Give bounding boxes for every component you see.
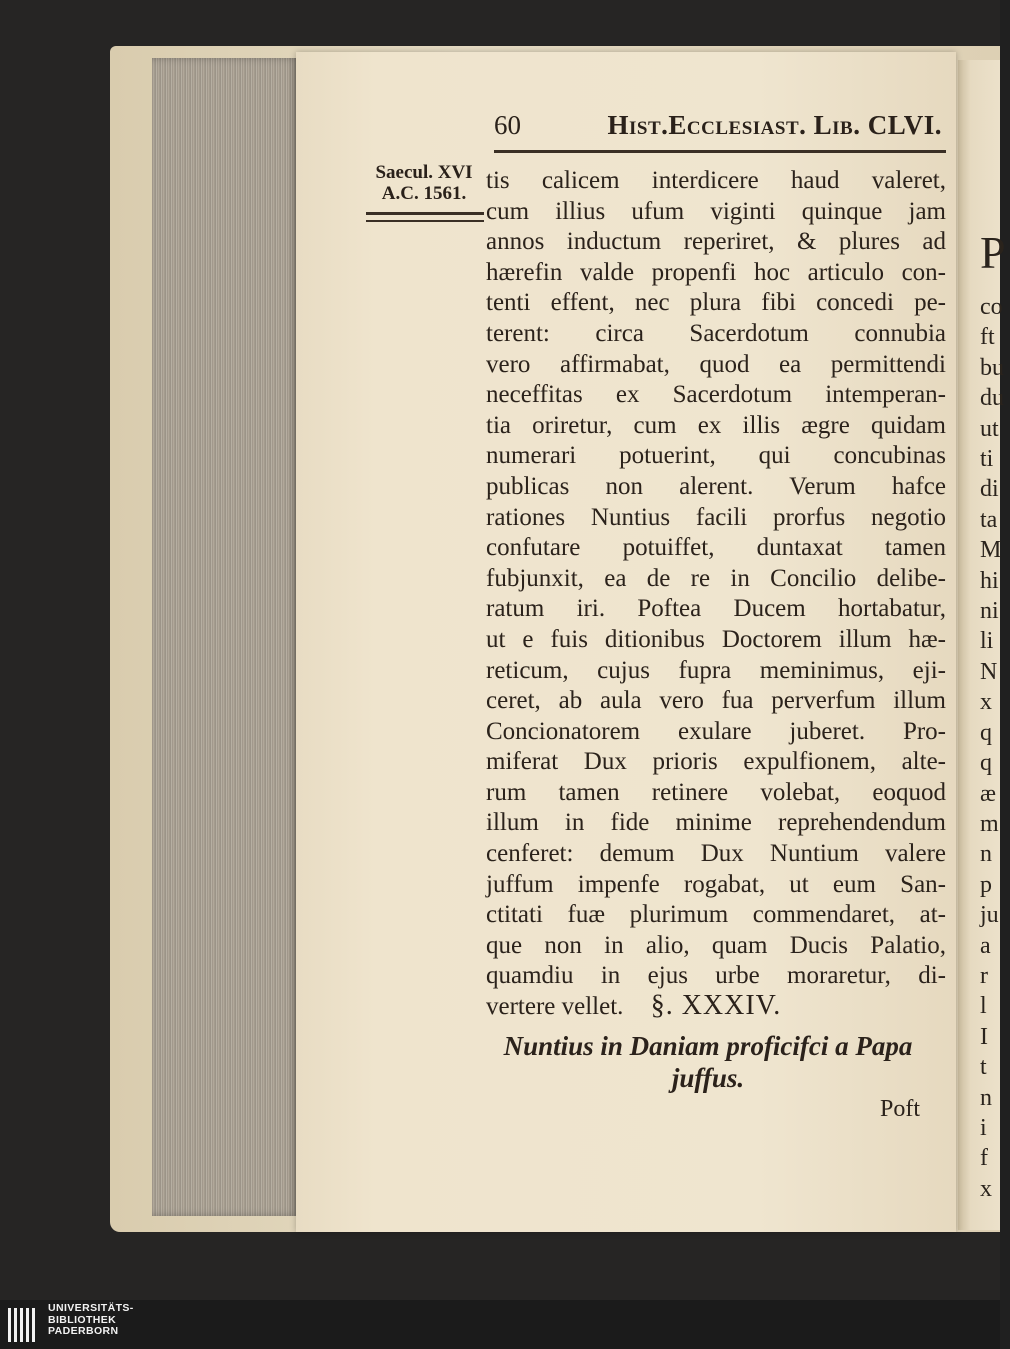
facing-page-fragment: di [980, 476, 999, 503]
facing-page-fragment: ut [980, 415, 999, 442]
facing-page-fragment: q [980, 750, 992, 777]
header-rule [494, 150, 946, 153]
facing-page-fragment: N [980, 658, 998, 685]
facing-page-fragment: f [980, 1145, 988, 1172]
text-line: hærefin valde propenfi hoc articulo con- [486, 258, 946, 286]
facing-page-fragments [980, 230, 1010, 1204]
text-line: vero affirmabat, quod ea permittendi [486, 350, 946, 378]
text-line: neceffitas ex Sacerdotum intemperan- [486, 381, 946, 409]
body-text [486, 166, 946, 1023]
text-line: Concionatorem exulare juberet. Pro- [486, 717, 946, 745]
margin-note-century: Saecul. XVI [375, 162, 473, 183]
text-line: ut e fuis ditionibus Doctorem illum hæ- [486, 625, 946, 653]
text-line: illum in fide minime reprehendendum [486, 809, 946, 837]
text-line: tia oriretur, cum ex illis ægre quidam [486, 411, 946, 439]
library-name-line: PADERBORN [48, 1325, 119, 1337]
text-line: tis calicem interdicere haud valeret, [486, 167, 946, 194]
facing-page-fragment: co [980, 294, 1003, 320]
facing-page-edge [958, 60, 1006, 1230]
text-line: tenti effent, nec plura fibi concedi pe- [486, 289, 946, 317]
facing-page-initial: P [980, 227, 1006, 278]
facing-page-fragment: x [980, 1175, 992, 1202]
section-subtitle [470, 1030, 946, 1094]
section-subtitle-line: juffus. [671, 1063, 745, 1093]
margin-rule-thin [366, 220, 484, 222]
facing-page-fragment: ft [980, 324, 995, 351]
library-name [48, 1303, 134, 1338]
text-line: quamdiu in ejus urbe moraretur, di- [486, 962, 946, 990]
text-line: fubjunxit, ea de re in Concilio delibe- [486, 564, 946, 592]
text-line: ceret, ab aula vero fua perverfum illum [486, 687, 946, 715]
facing-page-fragment: æ [980, 780, 997, 807]
facing-page-fragment: n [980, 841, 992, 868]
facing-page-fragment: n [980, 1084, 992, 1111]
facing-page-fragment: li [980, 628, 994, 655]
text-line: cenferet: demum Dux Nuntium valere [486, 840, 946, 868]
text-line: annos inductum reperiret, & plures ad [486, 228, 946, 256]
text-line: numerari potuerint, qui concubinas [486, 442, 946, 470]
facing-page-fragment: a [980, 932, 991, 959]
text-line: confutare potuiffet, duntaxat tamen [486, 534, 946, 562]
text-line: ctitati fuæ plurimum commendaret, at- [486, 901, 946, 929]
text-line: publicas non alerent. Verum hafce [486, 472, 946, 500]
facing-page-fragment: t [980, 1054, 987, 1081]
facing-page-fragment: bu [980, 354, 1004, 381]
text-line: ratum iri. Poftea Ducem hortabatur, [486, 595, 946, 623]
facing-page-fragment: hi [980, 567, 999, 594]
facing-page-fragment: q [980, 719, 992, 746]
running-header [494, 110, 942, 141]
text-line: reticum, cujus fupra meminimus, eji- [486, 656, 946, 684]
text-line: terent: circa Sacerdotum connubia [486, 319, 946, 347]
text-line: juffum impenfe rogabat, ut eum San- [486, 870, 946, 898]
facing-page-fragment: ta [980, 506, 998, 533]
library-logo-icon [8, 1308, 40, 1342]
text-line: miferat Dux prioris expulfionem, alte- [486, 748, 946, 776]
facing-page-fragment: r [980, 962, 988, 989]
text-line: rationes Nuntius facili prorfus negotio [486, 503, 946, 531]
text-line: rum tamen retinere volebat, eoquod [486, 778, 946, 806]
section-subtitle-line: Nuntius in Daniam proficifci a Papa [503, 1031, 913, 1061]
section-heading: §. XXXIV. [650, 990, 782, 1021]
facing-page-fragment: ti [980, 446, 994, 473]
text-line: que non in alio, quam Ducis Palatio, [486, 931, 946, 959]
library-name-line: UNIVERSITÄTS- [48, 1302, 134, 1314]
margin-note-year: A.C. 1561. [381, 183, 467, 204]
running-title: Hist.Ecclesiast. Lib. CLVI. [607, 110, 942, 140]
text-line: cum illius ufum viginti quinque jam [486, 197, 946, 225]
margin-rule [366, 212, 484, 215]
library-footer [0, 1300, 1000, 1349]
page-fore-edge [152, 58, 300, 1216]
margin-note [362, 162, 486, 204]
text-line: vertere vellet. [486, 993, 624, 1021]
facing-page-fragment: l [980, 993, 987, 1020]
facing-page-fragment: i [980, 1114, 987, 1141]
facing-page-fragment: ni [980, 598, 999, 625]
page-number: 60 [494, 110, 521, 140]
facing-page-fragment: M [980, 537, 1002, 564]
facing-page-fragment: I [980, 1023, 988, 1050]
catchword: Poft [880, 1096, 921, 1122]
library-name-line: BIBLIOTHEK [48, 1313, 117, 1326]
facing-page-fragment: du [980, 385, 1004, 412]
facing-page-fragment: m [980, 810, 999, 837]
facing-page-fragment: p [980, 871, 992, 898]
facing-page-fragment: ju [980, 902, 999, 929]
facing-page-fragment: x [980, 689, 992, 716]
